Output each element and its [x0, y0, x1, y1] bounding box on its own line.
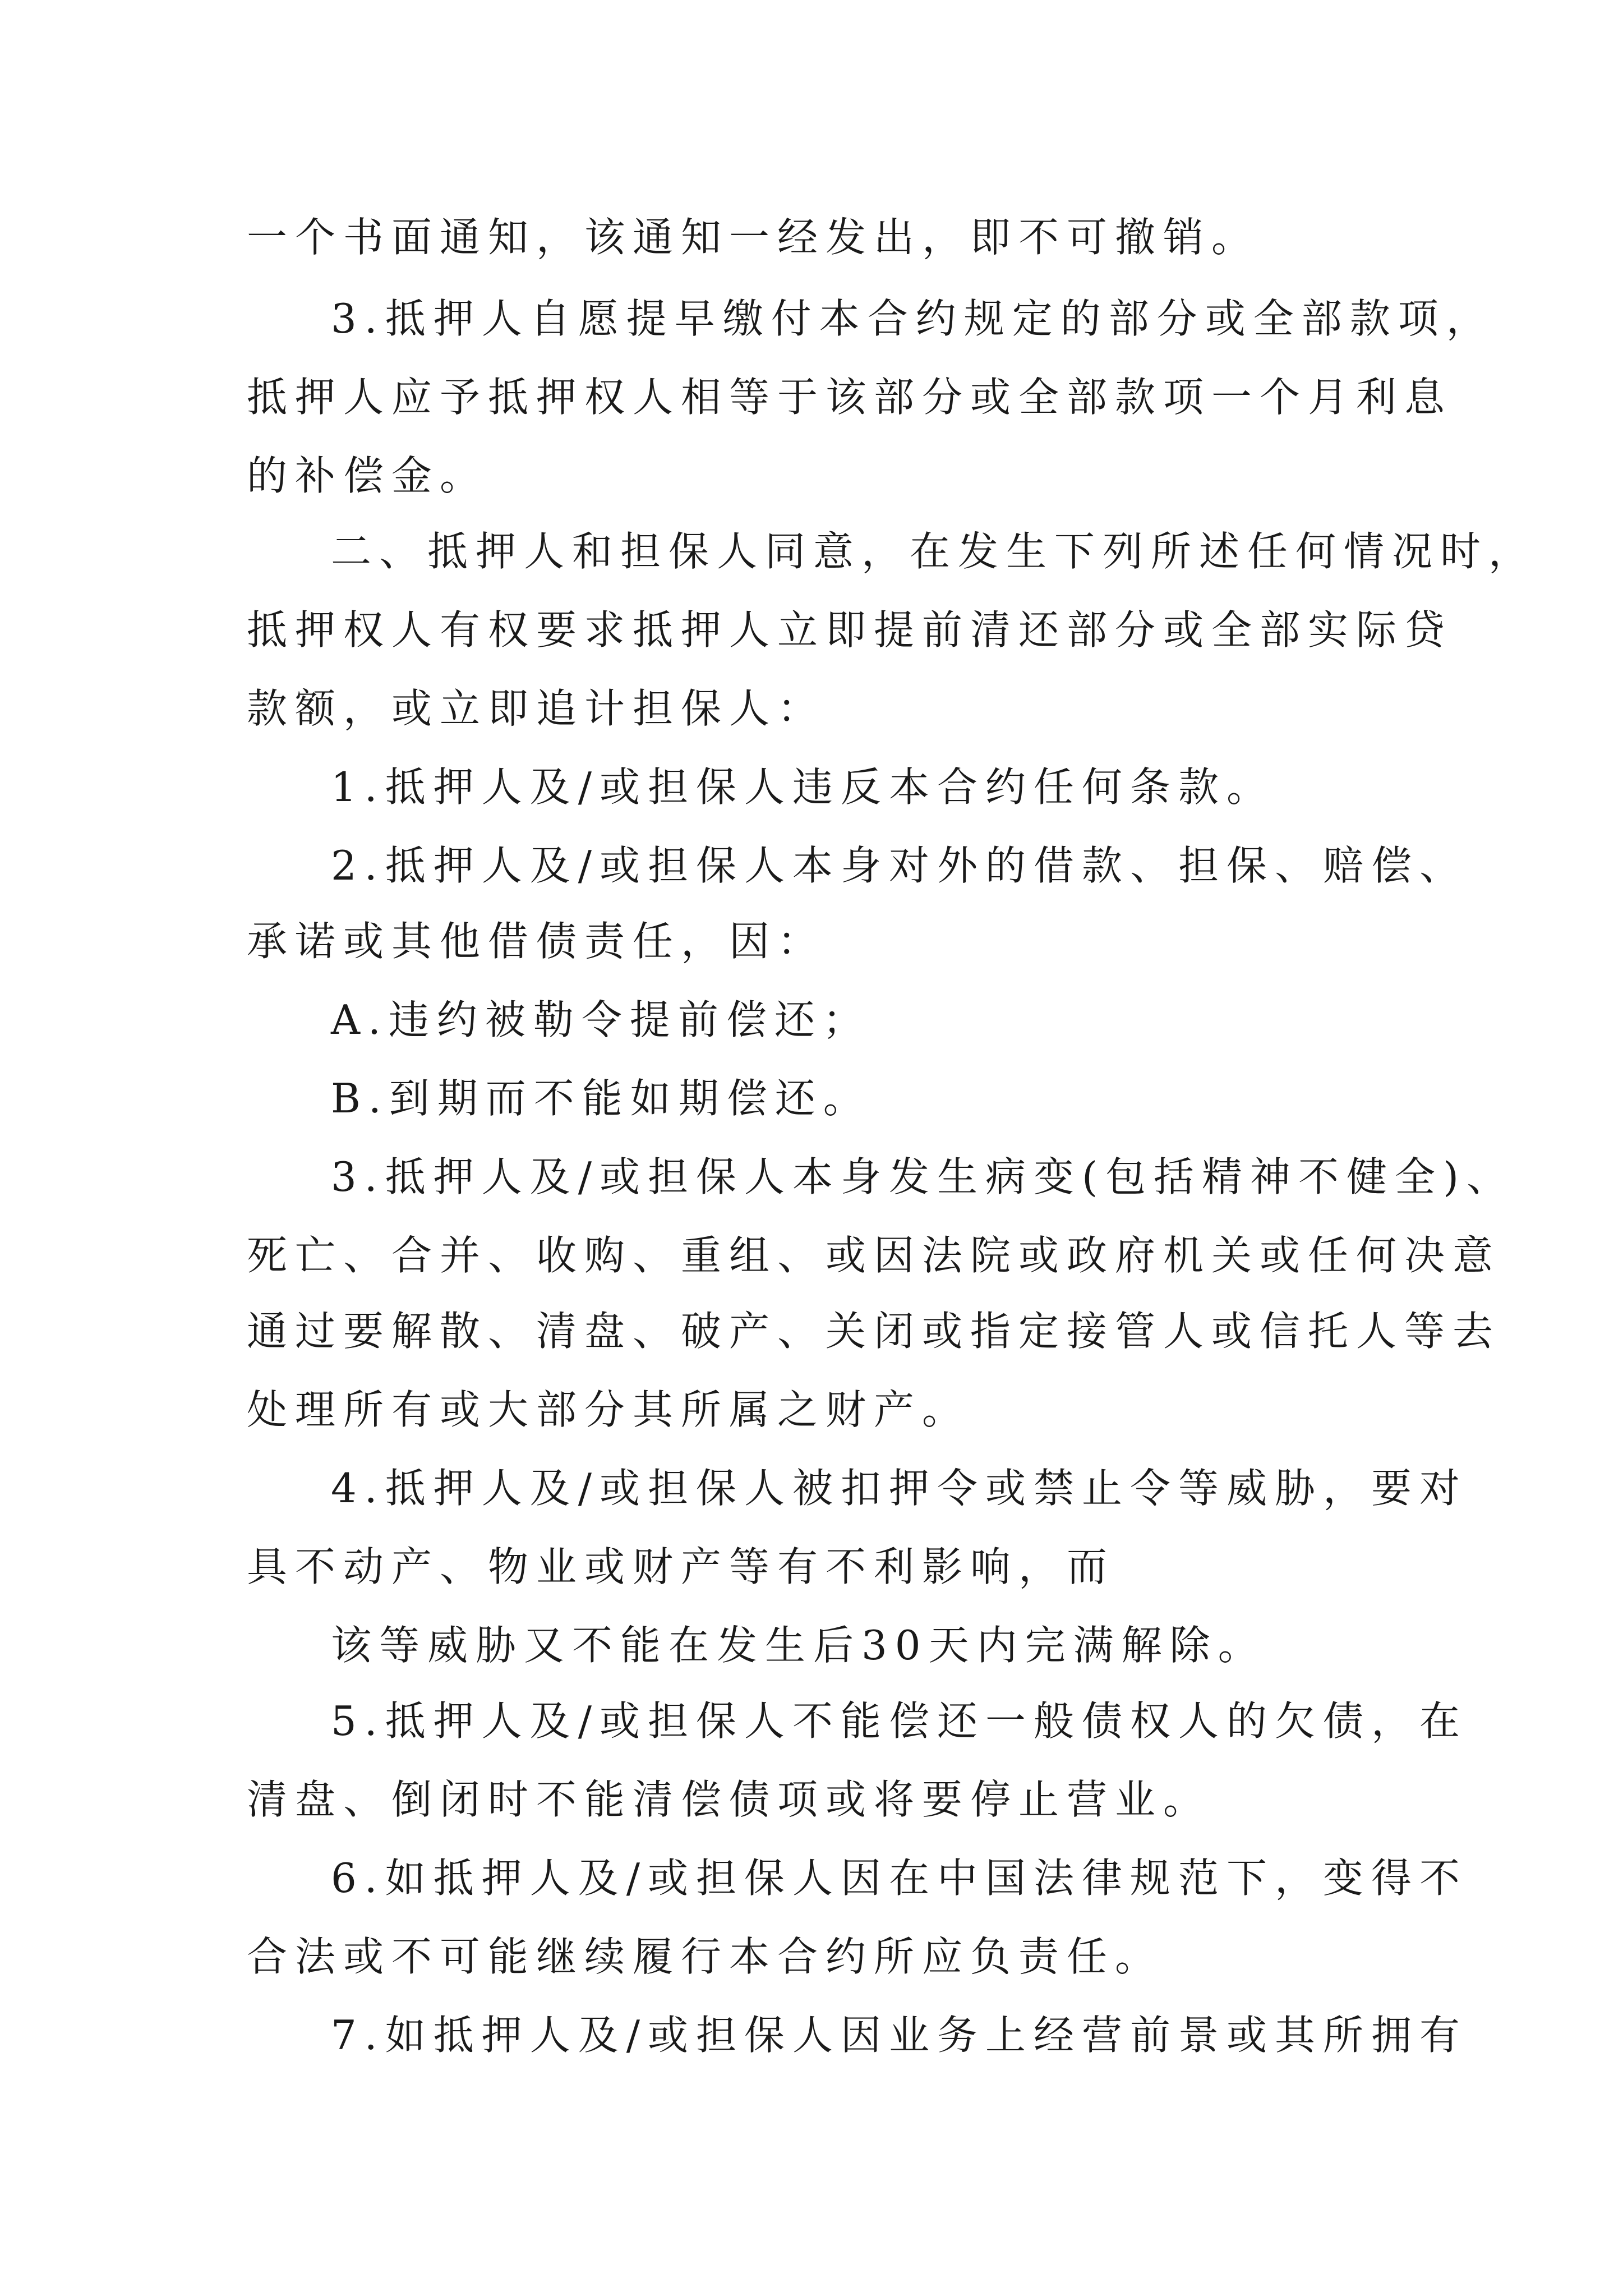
text-line: 6.如抵押人及/或担保人因在中国法律规范下，变得不: [331, 1855, 1468, 1902]
text-line: 合法或不可能继续履行本合约所应负责任。: [247, 1933, 1164, 1980]
text-line: 二、抵押人和担保人同意，在发生下列所述任何情况时，: [331, 528, 1537, 575]
text-line: 承诺或其他借债责任，因：: [247, 918, 826, 965]
text-line: B.到期而不能如期偿还。: [331, 1075, 872, 1122]
text-line: 该等威胁又不能在发生后30天内完满解除。: [331, 1622, 1266, 1669]
text-line: 具不动产、物业或财产等有不利影响，而: [247, 1543, 1115, 1590]
text-line: A.违约被勒令提前偿还；: [331, 996, 871, 1043]
text-line: 3.抵押人自愿提早缴付本合约规定的部分或全部款项，: [331, 295, 1495, 342]
text-line: 抵押权人有权要求抵押人立即提前清还部分或全部实际贷: [247, 606, 1453, 654]
text-line: 款额，或立即追计担保人：: [247, 685, 826, 732]
text-line: 5.抵押人及/或担保人不能偿还一般债权人的欠债，在: [331, 1697, 1468, 1745]
text-line: 3.抵押人及/或担保人本身发生病变(包括精神不健全)、: [331, 1153, 1515, 1200]
text-line: 抵押人应予抵押权人相等于该部分或全部款项一个月利息: [247, 374, 1453, 421]
text-line: 处理所有或大部分其所属之财产。: [247, 1386, 971, 1433]
text-line: 死亡、合并、收购、重组、或因法院或政府机关或任何决意: [247, 1232, 1501, 1279]
text-line: 4.抵押人及/或担保人被扣押令或禁止令等威胁，要对: [331, 1465, 1468, 1512]
text-line: 的补偿金。: [247, 452, 488, 499]
text-line: 1.抵押人及/或担保人违反本合约任何条款。: [331, 763, 1275, 811]
text-line: 一个书面通知，该通知一经发出，即不可撤销。: [247, 214, 1260, 261]
text-line: 2.抵押人及/或担保人本身对外的借款、担保、赔偿、: [331, 842, 1468, 889]
text-line: 通过要解散、清盘、破产、关闭或指定接管人或信托人等去: [247, 1308, 1501, 1355]
text-line: 清盘、倒闭时不能清偿债项或将要停止营业。: [247, 1776, 1212, 1823]
text-line: 7.如抵押人及/或担保人因业务上经营前景或其所拥有: [331, 2012, 1468, 2059]
